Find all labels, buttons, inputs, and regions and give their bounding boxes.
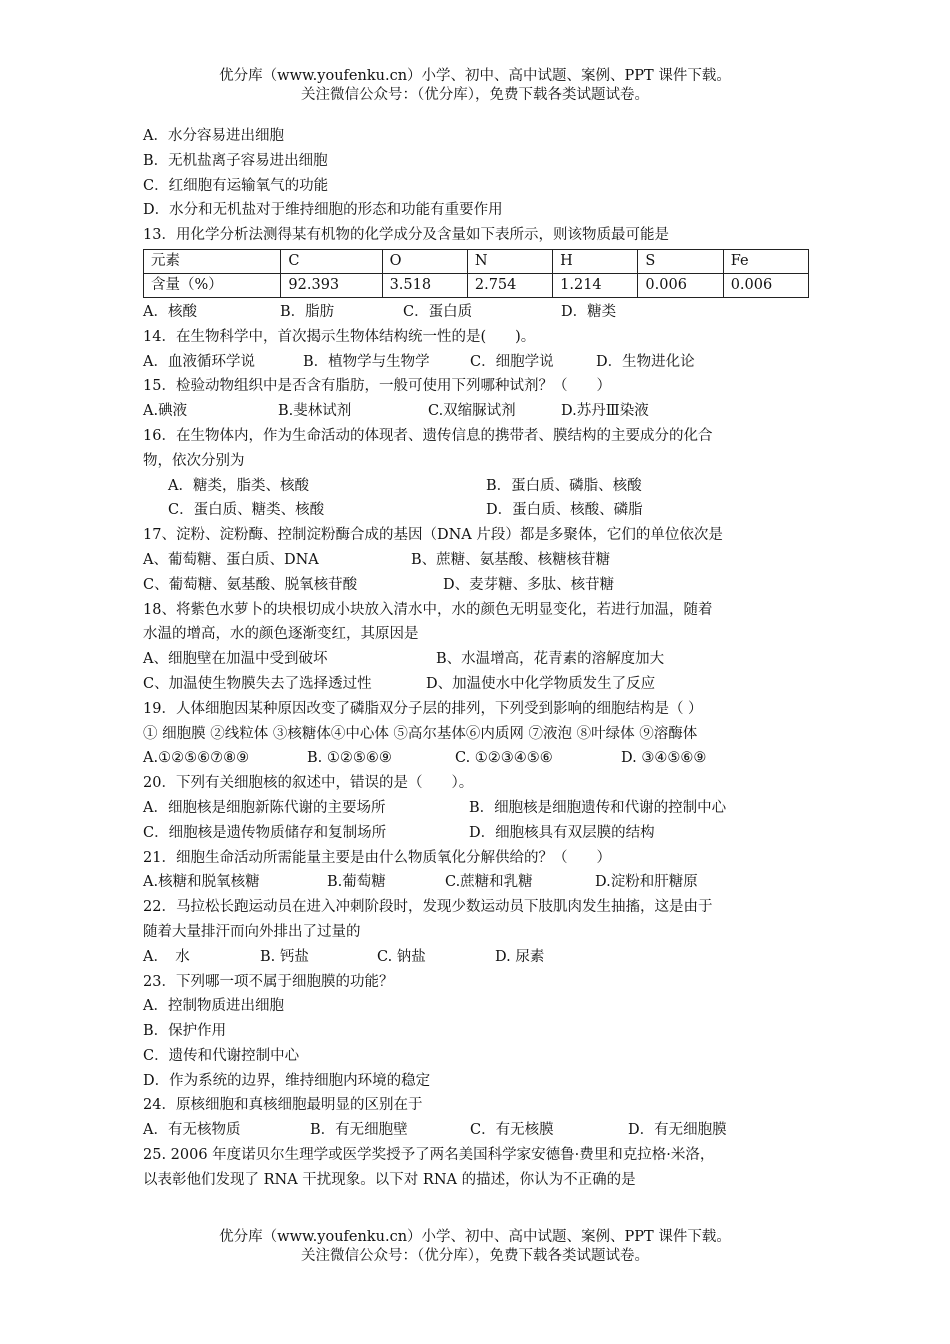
question-21 bbox=[143, 846, 813, 896]
question-14 bbox=[143, 325, 813, 375]
options-row bbox=[143, 300, 813, 325]
option-b: B、蔗糖、氨基酸、核糖核苷糖 bbox=[411, 551, 611, 568]
options-row bbox=[143, 548, 813, 573]
question-stem: 17、淀粉、淀粉酶、控制淀粉酶合成的基因（DNA 片段）都是多聚体，它们的单位依次是 bbox=[143, 527, 723, 544]
table-cell: 1.214 bbox=[553, 273, 638, 297]
table-header-row bbox=[144, 249, 809, 273]
question-17 bbox=[143, 523, 813, 597]
option-d: D.淀粉和肝糖原 bbox=[595, 874, 698, 891]
header-line-1: 优分库（www.youfenku.cn）小学、初中、高中试题、案例、PPT 课件下载。 bbox=[219, 68, 731, 84]
option-a: A、细胞壁在加温中受到破坏 bbox=[143, 651, 328, 668]
option-c: C．蛋白质 bbox=[403, 303, 473, 320]
question-19 bbox=[143, 697, 813, 771]
table-cell: Fe bbox=[723, 249, 808, 273]
option-b: B.斐林试剂 bbox=[278, 403, 352, 420]
option-a: A．糖类，脂类、核酸 bbox=[168, 477, 309, 494]
option-b: B. ①②⑤⑥⑨ bbox=[307, 750, 392, 767]
option-a: A.①②⑤⑥⑦⑧⑨ bbox=[143, 750, 250, 767]
page-footer bbox=[0, 1228, 950, 1266]
option-b: B．细胞核是细胞遗传和代谢的控制中心 bbox=[469, 799, 727, 816]
option-c: C. 钠盐 bbox=[377, 948, 426, 965]
option-a: A．控制物质进出细胞 bbox=[143, 998, 284, 1015]
structure-list: ① 细胞膜 ②线粒体 ③核糖体④中心体 ⑤高尔基体⑥内质网 ⑦液泡 ⑧叶绿体 ⑨溶酶体 bbox=[143, 725, 698, 742]
options-row bbox=[143, 870, 813, 895]
question-24 bbox=[143, 1093, 813, 1143]
options-row bbox=[143, 821, 813, 846]
table-cell: O bbox=[382, 249, 467, 273]
option-a: A．水分容易进出细胞 bbox=[143, 128, 284, 144]
table-cell: 0.006 bbox=[723, 273, 808, 297]
option-d: D．糖类 bbox=[561, 303, 617, 320]
table-cell: 元素 bbox=[144, 249, 281, 273]
option-c: C．有无核膜 bbox=[470, 1122, 554, 1139]
question-13 bbox=[143, 223, 813, 325]
options-row bbox=[143, 399, 813, 424]
options-row bbox=[143, 1118, 813, 1143]
question-stem-cont: 随着大量排汗而向外排出了过量的 bbox=[143, 923, 361, 940]
question-stem: 24．原核细胞和真核细胞最明显的区别在于 bbox=[143, 1097, 423, 1114]
option-a: A．血液循环学说 bbox=[143, 353, 255, 370]
option-b: B．蛋白质、磷脂、核酸 bbox=[486, 477, 642, 494]
question-stem: 20．下列有关细胞核的叙述中，错误的是（ ）。 bbox=[143, 775, 474, 792]
option-c: C、加温使生物膜失去了选择透过性 bbox=[143, 675, 372, 692]
options-row bbox=[143, 746, 813, 771]
question-stem: 22．马拉松长跑运动员在进入冲刺阶段时，发现少数运动员下肢肌肉发生抽搐，这是由于 bbox=[143, 899, 713, 916]
option-d: D、麦芽糖、多肽、核苷糖 bbox=[443, 576, 615, 593]
question-stem: 16．在生物体内，作为生命活动的体现者、遗传信息的携带者、膜结构的主要成分的化合 bbox=[143, 427, 713, 444]
options-row bbox=[143, 796, 813, 821]
question-16 bbox=[143, 424, 813, 523]
question-22 bbox=[143, 895, 813, 969]
table-cell: 92.393 bbox=[281, 273, 382, 297]
option-c: C．蛋白质、糖类、核酸 bbox=[168, 502, 325, 519]
option-b: B、水温增高，花青素的溶解度加大 bbox=[436, 651, 665, 668]
option-a: A．细胞核是细胞新陈代谢的主要场所 bbox=[143, 799, 386, 816]
question-stem-cont: 以表彰他们发现了 RNA 干扰现象。以下对 RNA 的描述，你认为不正确的是 bbox=[143, 1171, 636, 1188]
question-stem: 23．下列哪一项不属于细胞膜的功能？ bbox=[143, 973, 394, 990]
page-header bbox=[0, 67, 950, 105]
footer-line-2: 关注微信公众号：（优分库），免费下载各类试题试卷。 bbox=[301, 1248, 649, 1264]
table-row bbox=[144, 273, 809, 297]
option-d: D. ③④⑤⑥⑨ bbox=[621, 750, 707, 767]
table-cell: 0.006 bbox=[638, 273, 723, 297]
option-c: C．细胞核是遗传物质储存和复制场所 bbox=[143, 824, 387, 841]
option-b: B. 钙盐 bbox=[260, 948, 309, 965]
option-c: C．细胞学说 bbox=[470, 353, 554, 370]
option-a: A． 水 bbox=[143, 948, 190, 965]
option-d: D、加温使水中化学物质发生了反应 bbox=[426, 675, 656, 692]
option-b: B．植物学与生物学 bbox=[303, 353, 430, 370]
question-stem: 25. 2006 年度诺贝尔生理学或医学奖授予了两名美国科学家安德鲁·费里和克拉格·米洛， bbox=[143, 1147, 715, 1164]
option-c: C．红细胞有运输氧气的功能 bbox=[143, 177, 329, 194]
option-b: B.葡萄糖 bbox=[327, 874, 386, 891]
header-line-2: 关注微信公众号：（优分库），免费下载各类试题试卷。 bbox=[301, 87, 649, 103]
options-row bbox=[143, 945, 813, 970]
options-row bbox=[143, 647, 813, 672]
question-stem: 21．细胞生命活动所需能量主要是由什么物质氧化分解供给的？（ ） bbox=[143, 849, 611, 866]
option-d: D．有无细胞膜 bbox=[628, 1122, 727, 1139]
option-c: C．遗传和代谢控制中心 bbox=[143, 1047, 300, 1064]
question-23 bbox=[143, 970, 813, 1094]
exam-content bbox=[143, 124, 813, 1193]
option-c: C.蔗糖和乳糖 bbox=[445, 874, 533, 891]
table-cell: C bbox=[281, 249, 382, 273]
table-cell: 2.754 bbox=[467, 273, 552, 297]
option-a: A.碘液 bbox=[143, 403, 188, 420]
table-cell: S bbox=[638, 249, 723, 273]
options-row bbox=[143, 498, 813, 523]
question-18 bbox=[143, 598, 813, 697]
table-cell: H bbox=[553, 249, 638, 273]
option-c: C、葡萄糖、氨基酸、脱氧核苷酸 bbox=[143, 576, 358, 593]
question-stem: 19．人体细胞因某种原因改变了磷脂双分子层的排列，下列受到影响的细胞结构是（ ） bbox=[143, 700, 703, 717]
question-stem-cont: 物，依次分别为 bbox=[143, 452, 245, 469]
option-d: D．水分和无机盐对于维持细胞的形态和功能有重要作用 bbox=[143, 202, 503, 219]
option-d: D．细胞核具有双层膜的结构 bbox=[469, 824, 655, 841]
question-stem: 13．用化学分析法测得某有机物的化学成分及含量如下表所示，则该物质最可能是 bbox=[143, 227, 669, 244]
question-15 bbox=[143, 374, 813, 424]
table-cell: 3.518 bbox=[382, 273, 467, 297]
option-a: A．核酸 bbox=[143, 303, 197, 320]
options-row bbox=[143, 350, 813, 375]
option-a: A.核糖和脱氧核糖 bbox=[143, 874, 260, 891]
option-b: B．有无细胞壁 bbox=[310, 1122, 408, 1139]
options-row bbox=[143, 573, 813, 598]
option-b: B．无机盐离子容易进出细胞 bbox=[143, 152, 328, 169]
question-stem: 18、将紫色水萝卜的块根切成小块放入清水中，水的颜色无明显变化，若进行加温，随着 bbox=[143, 601, 713, 618]
question-stem: 14．在生物科学中，首次揭示生物体结构统一性的是( )。 bbox=[143, 328, 536, 345]
footer-line-1: 优分库（www.youfenku.cn）小学、初中、高中试题、案例、PPT 课件下载。 bbox=[219, 1229, 731, 1245]
question-25 bbox=[143, 1143, 813, 1193]
option-a: A、葡萄糖、蛋白质、DNA bbox=[143, 551, 319, 568]
question-20 bbox=[143, 771, 813, 845]
options-row bbox=[143, 672, 813, 697]
question-12-options bbox=[143, 124, 813, 223]
question-stem-cont: 水温的增高，水的颜色逐渐变红，其原因是 bbox=[143, 626, 419, 643]
option-b: B．脂肪 bbox=[280, 303, 335, 320]
table-cell: 含量（%） bbox=[144, 273, 281, 297]
element-content-table bbox=[143, 249, 809, 298]
option-d: D．生物进化论 bbox=[596, 353, 695, 370]
question-stem: 15．检验动物组织中是否含有脂肪，一般可使用下列哪种试剂？（ ） bbox=[143, 378, 611, 395]
option-d: D. 尿素 bbox=[495, 948, 545, 965]
option-a: A．有无核物质 bbox=[143, 1122, 241, 1139]
option-d: D．蛋白质、核酸、磷脂 bbox=[486, 502, 643, 519]
table-cell: N bbox=[467, 249, 552, 273]
options-row bbox=[143, 474, 813, 499]
option-c: C.双缩脲试剂 bbox=[428, 403, 516, 420]
option-d: D．作为系统的边界，维持细胞内环境的稳定 bbox=[143, 1072, 431, 1089]
option-b: B．保护作用 bbox=[143, 1023, 227, 1040]
option-c: C. ①②③④⑤⑥ bbox=[455, 750, 553, 767]
option-d: D.苏丹Ⅲ染液 bbox=[561, 403, 649, 420]
